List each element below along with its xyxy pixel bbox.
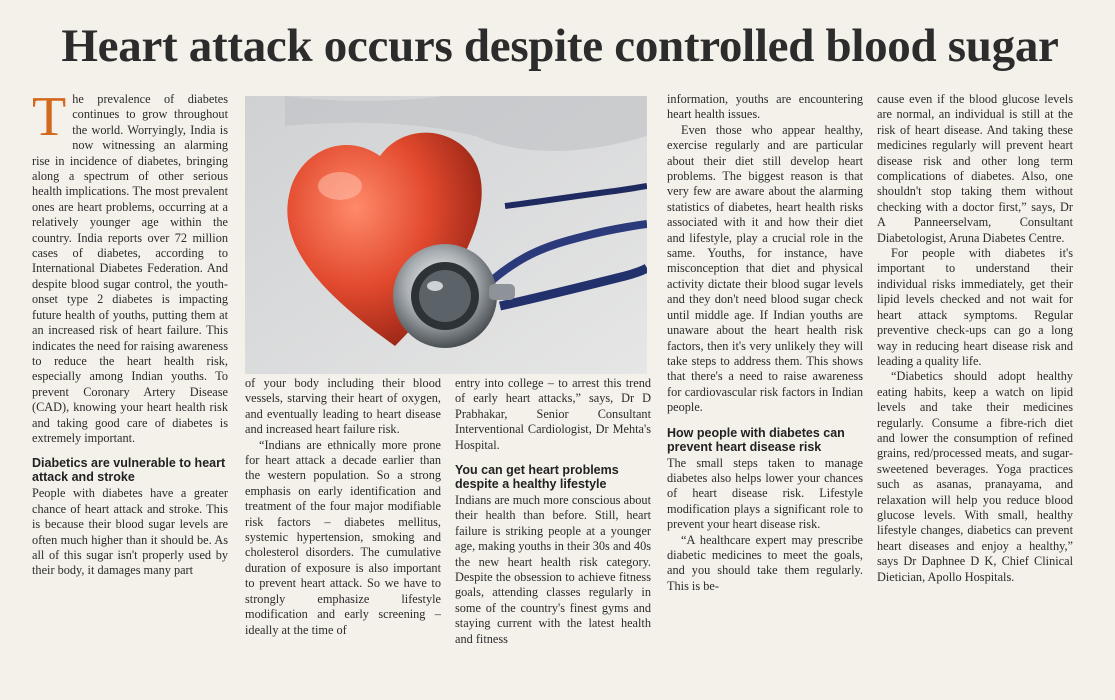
paragraph: “Indians are ethnically more prone for heart attack a decade earlier than the western population. So a strong emphasis on early identification and treatment of the four major modifiable risk factors – diabetes mellitus, systemic hypertension, smoking and cholesterol disorders. The cumulative duration of exposure is also important to prevent heart attack. So we have to strongly emphasize lifestyle modification and early screening – ideally at the time of (245, 437, 441, 637)
headline: Heart attack occurs despite controlled blood sugar (61, 20, 1059, 72)
paragraph: Even those who appear healthy, exercise regularly and are particular about their diet still develop heart problems. The biggest reason is that very few are aware about the alarming statistics of diabetes, heart health risks associated with it and how their diet and lifestyle, play a crucial role in the same. Youths, for instance, have misconception that diet and physical activity dictate their blood sugar levels and they don't need blood sugar check until middle age. If Indian youths are unaware about the heart health risk factors, then it's very unlikely they will take steps to address them. This shows that there's a need to raise awareness for cardiovascular risk factors in Indian people. (667, 122, 863, 415)
paragraph: entry into college – to arrest this trend of early heart attacks,” says, Dr D Prabhakar, Senior Consultant Interventional Cardiologist, Dr Mehta's Hospital. (455, 376, 651, 452)
heart-stethoscope-image (245, 96, 647, 374)
column-3 (455, 376, 651, 690)
subheading-healthy-lifestyle: You can get heart problems despite a healthy lifestyle (455, 463, 619, 492)
paragraph: “Diabetics should adopt healthy eating habits, keep a watch on lipid levels and take their medicines regularly. Consume a fibre-rich diet and lower the consumption of refined grains, red/processed meats, and sugar-sweetened beverages. Yoga practices such as asanas, pranayama, and relaxation will help you reduce blood glucose levels. With small, healthy lifestyle changes, diabetics can prevent heart diseases and enjoy a healthy,” says Dr Daphnee D K, Chief Clinical Dietician, Apollo Hospitals. (877, 369, 1073, 584)
column-1 (32, 92, 228, 690)
paragraph: information, youths are encountering heart health issues. (667, 92, 863, 122)
paragraph: Indians are much more conscious about their health than before. Still, heart failure is striking people at a younger age, making youths in their 30s and 40s the new heart health risk category. Despite the obsession to achieve fitness goals, attending classes regularly in some of the country's finest gyms and staying current with the latest health and fitness (455, 493, 651, 646)
column-4 (667, 92, 863, 690)
heart-stethoscope-photo (245, 96, 647, 374)
drop-cap: T (32, 92, 67, 148)
paragraph: cause even if the blood glucose levels are normal, an individual is still at the risk of heart disease. And taking these medicines regularly will prevent heart disease risk and other long term complications of diabetes. Also, one shouldn't stop taking them without checking with a doctor first,” says, Dr A Panneerselvam, Consultant Diabetologist, Aruna Diabetes Centre. (877, 92, 1073, 245)
paragraph: of your body including their blood vessels, starving their heart of oxygen, and eventually leading to heart disease and increased heart failure risk. (245, 376, 441, 437)
intro-paragraph: The prevalence of diabetes continues to grow throughout the world. Worryingly, India is now witnessing an alarming rise in incidence of diabetes, bringing along a spectrum of other serious health implications. The most prevalent ones are heart problems, occurring at a relatively younger age within the country. India reports over 72 million cases of diabetes, according to International Diabetes Federation. And despite blood sugar control, the youth-onset type 2 diabetes is impacting future health of youths, putting them at an increased risk of heart failure. This indicates the need for raising awareness to reduce the heart health risk, especially among Indian youths. To prevent Coronary Artery Disease (CAD), knowing your heart health risk and taking good care of diabetes is extremely important. (32, 92, 228, 445)
subheading-prevent-risk: How people with diabetes can prevent heart disease risk (667, 425, 845, 454)
column-2 (245, 376, 441, 690)
paragraph: The small steps taken to manage diabetes also helps lower your chances of heart disease risk. Lifestyle modification plays a significant role to prevent your heart disease risk. (667, 455, 863, 532)
paragraph: For people with diabetes it's important to understand their individual risks immediately, get their lipid levels checked and not wait for heart attack symptoms. Regular preventive check-ups can go a long way in reducing heart disease risk and leading a quality life. (877, 246, 1073, 368)
paragraph: People with diabetes have a greater chance of heart attack and stroke. This is because their blood sugar levels are often much higher than it should be. As all of this sugar isn't properly used by their body, it damages many part (32, 486, 228, 578)
column-5 (877, 92, 1073, 690)
subheading-vulnerable: Diabetics are vulnerable to heart attack and stroke (32, 456, 226, 485)
paragraph: “A healthcare expert may prescribe diabetic medicines to meet the goals, and you should take them regularly. This is be- (667, 532, 863, 593)
